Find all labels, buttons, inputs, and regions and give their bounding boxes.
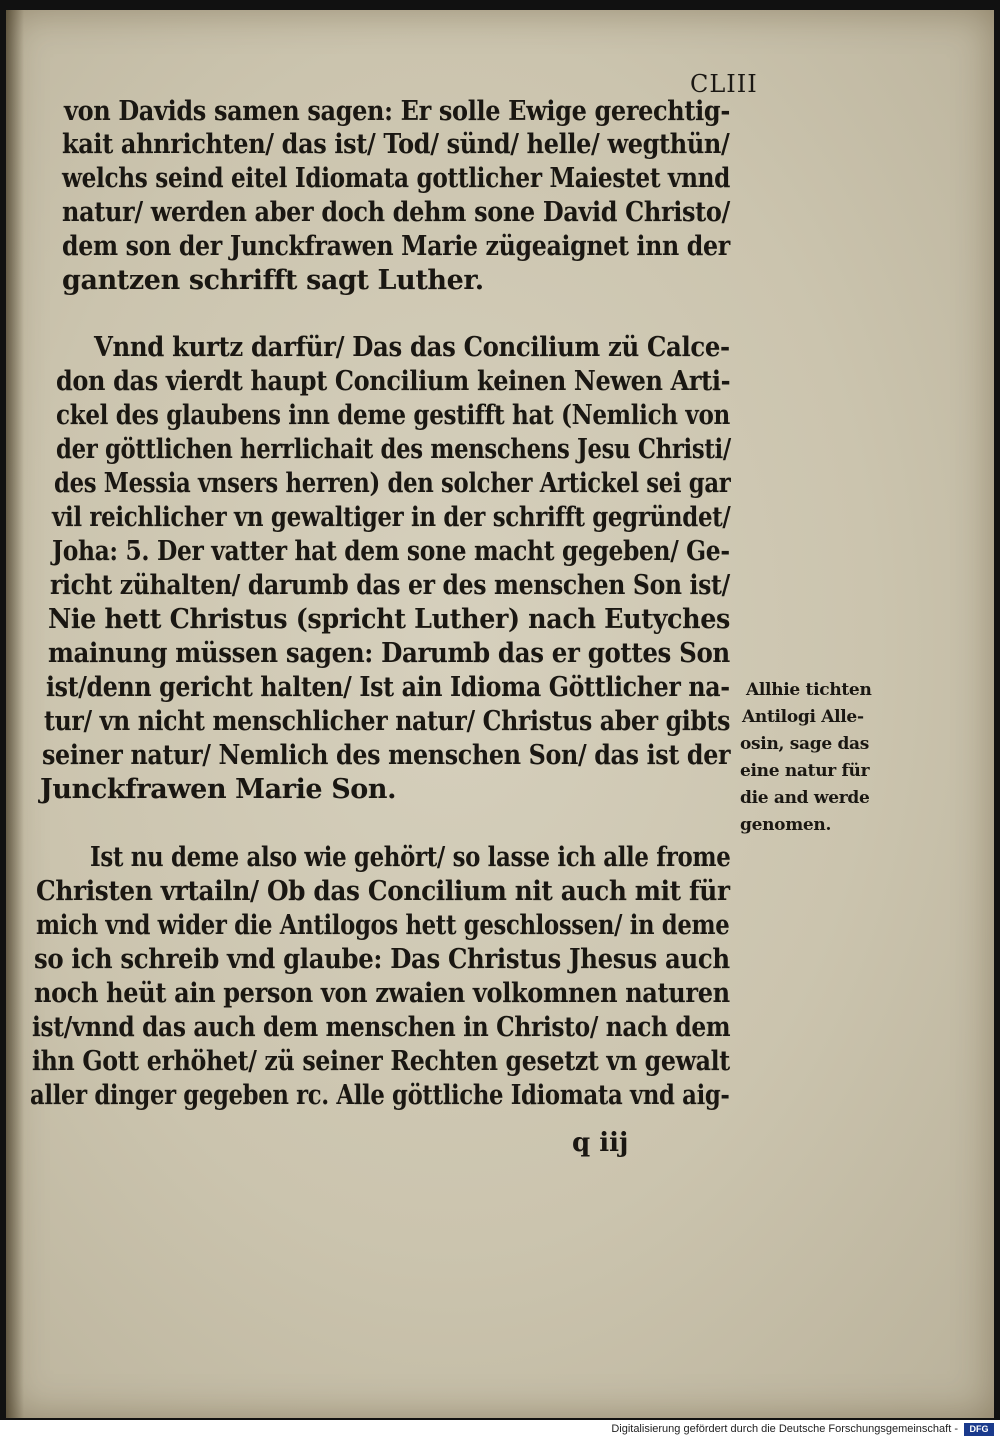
text-line: Nie hett Christus (spricht Luther) nach Eutyches [48, 604, 730, 635]
text-line: dem son der Junckfrawen Marie zügeaignet inn der [62, 231, 730, 262]
folio-number: CLIII [690, 70, 758, 98]
text-line: Junckfrawen Marie Son. [40, 774, 397, 805]
text-line: ist/vnnd das auch dem menschen in Christo/ nach dem [32, 1012, 731, 1043]
marginal-note-line: Antilogi Alle- [742, 707, 864, 727]
text-line: der göttlichen herrlichait des menschens Jesu Christi/ [56, 434, 731, 465]
text-line: richt zühalten/ darumb das er des menschen Son ist/ [50, 570, 730, 601]
text-line: mich vnd wider die Antilogos hett geschlossen/ in deme [36, 910, 730, 941]
text-line: gantzen schrifft sagt Luther. [62, 265, 484, 296]
text-line: don das vierdt haupt Concilium keinen Newen Arti- [56, 366, 731, 397]
marginal-note-line: Allhie tichten [746, 680, 872, 700]
text-line: von Davids samen sagen: Er solle Ewige gerechtig- [64, 96, 730, 127]
text-line: noch heüt ain person von zwaien volkomnen naturen [34, 978, 730, 1009]
text-line: so ich schreib vnd glaube: Das Christus Jhesus auch [34, 944, 730, 975]
book-page [6, 10, 994, 1418]
text-line: natur/ werden aber doch dehm sone David Christo/ [62, 197, 730, 228]
text-line: kait ahnrichten/ das ist/ Tod/ sünd/ helle/ wegthün/ [62, 129, 730, 160]
text-line: aller dinger gegeben rc. Alle göttliche Idiomata vnd aig- [30, 1080, 730, 1111]
text-line: ihn Gott erhöhet/ zü seiner Rechten gesetzt vn gewalt [32, 1046, 730, 1077]
text-line: ckel des glaubens inn deme gestifft hat (Nemlich von [56, 400, 730, 431]
text-line: Ist nu deme also wie gehört/ so lasse ich alle frome [90, 842, 731, 873]
text-line: ist/denn gericht halten/ Ist ain Idioma Göttlicher na- [46, 672, 730, 703]
dfg-logo: DFG [964, 1423, 994, 1436]
text-line: Joha: 5. Der vatter hat dem sone macht gegeben/ Ge- [52, 536, 730, 567]
marginal-note-line: eine natur für [740, 761, 870, 781]
text-line: seiner natur/ Nemlich des menschen Son/ das ist der [42, 740, 731, 771]
marginal-note-line: die and werde [740, 788, 870, 808]
signature-mark: q iij [572, 1128, 629, 1158]
marginal-note-line: genomen. [740, 815, 832, 835]
text-line: Christen vrtailn/ Ob das Concilium nit auch mit für [36, 876, 730, 907]
text-line: tur/ vn nicht menschlicher natur/ Christus aber gibts [44, 706, 731, 737]
text-line: Vnnd kurtz darfür/ Das das Concilium zü Calce- [94, 332, 730, 363]
text-line: mainung müssen sagen: Darumb das er gottes Son [48, 638, 730, 669]
funding-credit: Digitalisierung gefördert durch die Deutsche Forschungsgemeinschaft - [611, 1423, 958, 1435]
text-line: des Messia vnsers herren) den solcher Artickel sei gar [54, 468, 731, 499]
footer-bar [0, 1420, 1000, 1440]
text-line: vil reichlicher vn gewaltiger in der schrifft gegründet/ [52, 502, 731, 533]
marginal-note-line: osin, sage das [740, 734, 870, 754]
text-line: welchs seind eitel Idiomata gottlicher Maiestet vnnd [62, 163, 730, 194]
